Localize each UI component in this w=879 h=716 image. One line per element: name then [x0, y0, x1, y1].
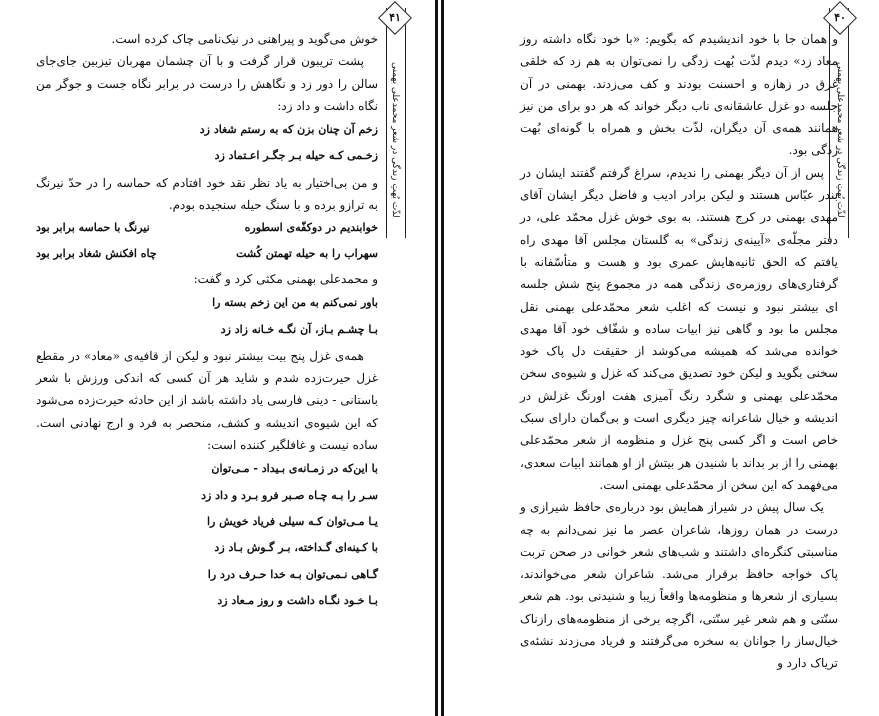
verse-line: با این‌که در زمـانه‌ی بـیداد - مـی‌توان — [211, 462, 378, 476]
couplet-row — [36, 217, 378, 239]
left-page-text — [36, 28, 378, 616]
right-page — [444, 0, 879, 716]
verse-line: بـا چشـم بـاز، آن نگـه خـانه زاد زد — [220, 322, 378, 336]
right-para-1: و همان جا با خود اندیشیدم که بگویم: «با خود نگاه داشته روز معاد زد» دیدم لذّت بُهت زدگی را نمی‌توان به هم زد که خلقی غرق در زهازه و احسنت بودند و کف می‌زدند. بهمنی در آن جلسه دو غزل عاشقانه‌ی ناب دیگر خواند که هر دو برای من نیز همانند همه‌ی آن دیگران، لذّت بخش و همراه با گونه‌ای بُهت زدگی بود. — [520, 32, 838, 158]
right-page-number: ۴۰ — [834, 11, 846, 24]
left-page — [0, 0, 435, 716]
couplet-hemistich: چاه افکنش شغاد برابر بود — [36, 246, 157, 260]
couplet-hemistich: خوابندیم در دوکفّه‌ی اسطوره — [244, 221, 378, 235]
verse-line: یـا مـی‌توان کـه سیلی فریاد خویش را — [206, 514, 378, 528]
verse-line: سـر را بـه چـاه صـبر فرو بـرد و داد زد — [201, 488, 378, 502]
verse-line: زخـمی کـه حیله بـر جگـر اعـتماد زد — [214, 149, 378, 163]
left-para-4: و محمدعلی بهمنی مکثی کرد و گفت: — [193, 271, 378, 286]
book-gutter — [435, 0, 444, 716]
left-page-number: ۴۱ — [389, 11, 401, 24]
left-para-3: و من بی‌اختیار به یاد نظر نقد خود افتادم که حماسه را در حدّ نیرنگ به ترازو برده و با سنگ حیله سنجیده بودم. — [36, 175, 378, 213]
right-running-head: لذّت بُهتِ زندگی در شعر محمدعلی بهمنی — [835, 62, 845, 218]
right-page-text — [520, 28, 838, 675]
left-para-5: همه‌ی غزل پنج بیت بیشتر نبود و لیکن از قافیه‌ی «معاد» در مقطع غزل حیرت‌زده شدم و شاید هر آن کسی که اندکی ورزش با شعر باستانی - دینی فارسی یاد داشته باشد از این حادثه حیرت‌زده می‌شود که این شیوه‌ی اندیشه و کشف، منحصر به فرد و ارج نهادنی است. ساده نیست و غافلگیر کننده است: — [36, 348, 378, 453]
right-para-2: پس از آن دیگر بهمنی را ندیدم، سراغ گرفتم گفتند ایشان در بندر عبّاس هستند و لیکن برادر ادیب و فاضل دیگر ایشان آقای مهدی بهمنی در کرج هستند. به بوی خوش غزل محمّد علی، در دفتر مجلّه‌ی «آیینه‌ی زندگی» به گلستان مجلس آقا مهدی راه یافتم که الحق ثانیه‌هایش عمری بود و هست و متأسّفانه با گرفتاری‌های روزمره‌ی زندگی همه در مجموع پنج شش جلسه ای بیشتر نبود و نیست که اغلب شعر محمّدعلی بهمنی نقل مجلس ما بود و گاهی نیز ابیات ساده و شفّاف خود آقا مهدی خوانده می‌شد که همیشه می‌کوشد از حقیقت دل پاک خود سخنی بگوید و لیکن خود تصدیق می‌کند که غزل و شیوه‌ی سخن محمّدعلی بهمنی و شگرد رنگ آمیزی هفت اورنگ غزلش در اندیشه و خیال شاعرانه چیز دیگری است و بی‌گمان دارای سبک خاص است و اگر کسی پنج غزل و منظومه از شعر محمّدعلی بهمنی را از بر بداند با شنیدن هر بیتش از او همانند ابیات سعدی، می‌فهمد که این سخن از محمّدعلی بهمنی است. — [520, 165, 838, 492]
verse-line: با کـینه‌ای گـداخته، بـر گـوش بـاد زد — [214, 541, 378, 555]
right-para-3: یک سال پیش در شیراز همایش بود درباره‌ی حافظ شیرازی و درست در همان روزها، شاعران عصر ما نیز نمی‌دانم به چه مناسبتی کنگره‌ای داشتند و شب‌های شعر خوانی در صحن تربت پاک خواجه حافظ برقرار می‌شد. شاعران شعر می‌خواندند، بسیاری از شعرها و منظومه‌ها واقعاً زیبا و شنیدنی بود. هم شعر سنّتی و هم شعر غیر سنّتی، اگرچه برخی از منظومه‌های رازناک خیال‌ساز را جوانان به سخره می‌گرفتند و فریاد می‌زدند نشئه‌ی تریاک دارد و — [520, 500, 838, 671]
couplet-hemistich: نیرنگ با حماسه برابر بود — [36, 221, 150, 235]
couplet-hemistich: سهراب را به حیله تهمتن کُشت — [236, 246, 378, 260]
verse-line: بـا خـود نگـاه داشت و روز مـعاد زد — [217, 593, 378, 607]
verse-line: زخم آن چنان بزن که به رستم شغاد زد — [199, 123, 378, 137]
verse-line: باور نمی‌کنم به من این زخم بسته را — [212, 296, 378, 310]
left-running-head: لذّت بُهتِ زندگی در شعر محمدعلی بهمنی — [390, 62, 400, 218]
left-page-number-badge — [378, 1, 412, 35]
left-para-1: خوش می‌گوید و پیراهنی در نیک‌نامی چاک کرده است. — [111, 32, 378, 46]
verse-line: گـاهی نـمی‌توان بـه خدا حـرف درد را — [207, 567, 378, 581]
left-para-2: پشت تریبون قرار گرفت و با آن چشمان مهربان تیزبین جای‌جای سالن را دور زد و نگاهش را درست در برابر نگاه جست و جوگر من نگاه داشت و داد زد: — [36, 54, 378, 113]
couplet-row — [36, 243, 378, 265]
